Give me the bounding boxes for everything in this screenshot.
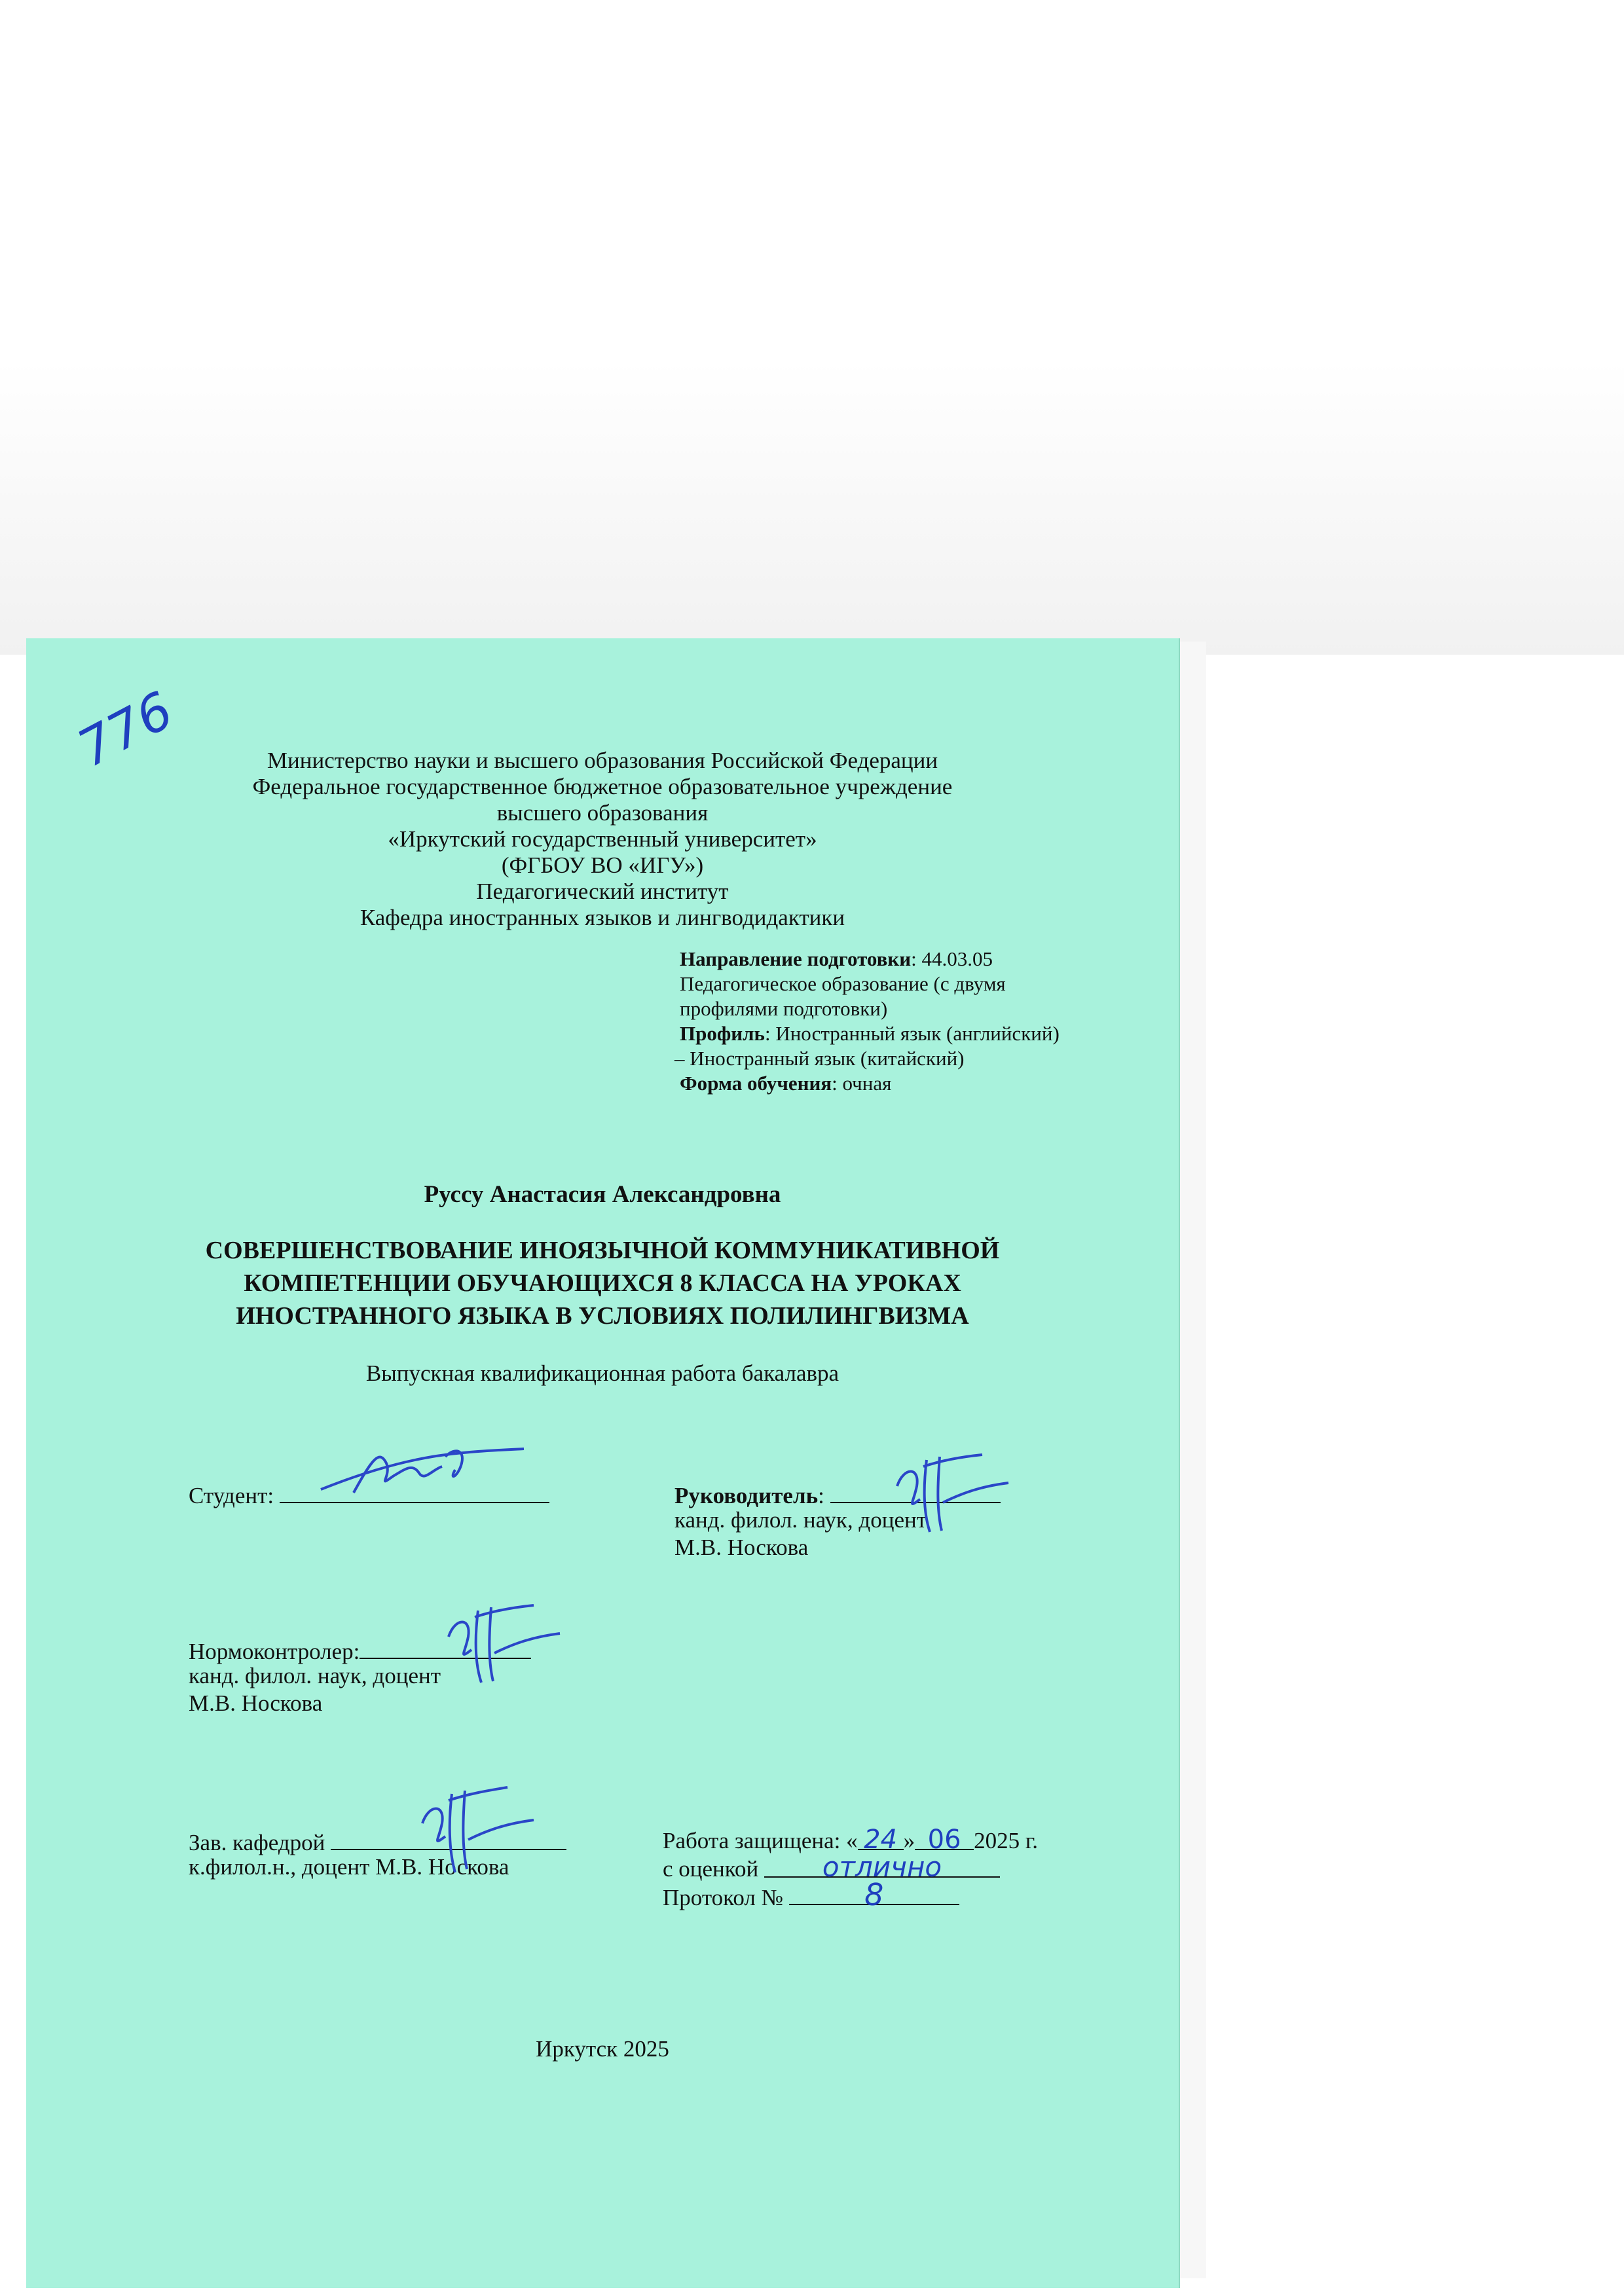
city-year: Иркутск 2025 [536, 2036, 669, 2062]
handwritten-number: 776 [69, 681, 183, 779]
study-form-line [680, 1072, 891, 1095]
supervisor-signature [884, 1447, 1015, 1539]
direction-line-3: профилями подготовки) [680, 997, 888, 1020]
study-form-label: Форма обучения [680, 1072, 832, 1095]
profile-line-2: – Иностранный язык (китайский) [674, 1047, 965, 1070]
profile-value: : Иностранный язык (английский) [764, 1022, 1060, 1045]
grade-label-text: с оценкой [663, 1856, 759, 1882]
defense-year: 2025 г. [974, 1828, 1039, 1853]
profile-line [680, 1022, 1060, 1046]
author-name: Руссу Анастасия Александровна [424, 1181, 781, 1208]
defense-label: Работа защищена: « [663, 1828, 858, 1853]
student-signature [314, 1430, 530, 1509]
head-label: Зав. кафедрой [189, 1830, 325, 1855]
supervisor-colon: : [818, 1483, 824, 1508]
institution-line-2: высшего образования [496, 800, 709, 826]
study-form-value: : очная [832, 1072, 892, 1095]
thesis-title-line-2: КОМПЕТЕНЦИИ ОБУЧАЮЩИХСЯ 8 КЛАССА НА УРОКАХ [244, 1269, 961, 1297]
normcontrol-signature [435, 1597, 566, 1689]
institution-line-1: Федеральное государственное бюджетное образовательное учреждение [252, 774, 953, 799]
grade-value: отлично [764, 1854, 1000, 1878]
scan-background [0, 0, 1624, 655]
grade-row [663, 1851, 1000, 1883]
thesis-title-line-3: ИНОСТРАННОГО ЯЗЫКА В УСЛОВИЯХ ПОЛИЛИНГВИЗМА [236, 1302, 969, 1330]
direction-line-2: Педагогическое образование (с двумя [680, 972, 1006, 995]
protocol-label: Протокол № [663, 1885, 784, 1910]
direction-label: Направление подготовки [680, 947, 912, 970]
department-name: Кафедра иностранных языков и лингводидактики [360, 905, 845, 930]
ministry-line: Министерство науки и высшего образования Российской Федерации [267, 748, 938, 773]
defense-month: 06 [915, 1827, 974, 1850]
institute-name: Педагогический институт [476, 879, 729, 904]
supervisor-label: Руководитель [674, 1483, 819, 1508]
work-type: Выпускная квалификационная работа бакалавра [365, 1360, 840, 1386]
supervisor-degree: канд. филол. наук, доцент [674, 1507, 927, 1533]
defense-date-row [663, 1827, 1038, 1854]
university-abbr: (ФГБОУ ВО «ИГУ») [501, 852, 704, 878]
supervisor-name: М.В. Носкова [674, 1535, 809, 1560]
normcontrol-degree: канд. филол. наук, доцент [189, 1663, 441, 1688]
profile-label: Профиль [680, 1022, 765, 1045]
normcontrol-label: Нормоконтролер: [189, 1639, 360, 1664]
normcontrol-name: М.В. Носкова [189, 1690, 323, 1716]
defense-quote-close: » [903, 1828, 915, 1853]
student-label: Студент: [189, 1483, 274, 1508]
university-name: «Иркутский государственный университет» [388, 826, 817, 852]
direction-line [680, 947, 993, 971]
head-signature [409, 1777, 540, 1876]
protocol-number: 8 [789, 1882, 959, 1905]
defense-day: 24 [858, 1827, 904, 1850]
direction-value: : 44.03.05 [911, 947, 993, 970]
protocol-row [663, 1877, 959, 1912]
head-degree-name: к.филол.н., доцент М.В. Носкова [189, 1854, 509, 1880]
thesis-title-line-1: СОВЕРШЕНСТВОВАНИЕ ИНОЯЗЫЧНОЙ КОММУНИКАТИВНОЙ [205, 1237, 1000, 1264]
